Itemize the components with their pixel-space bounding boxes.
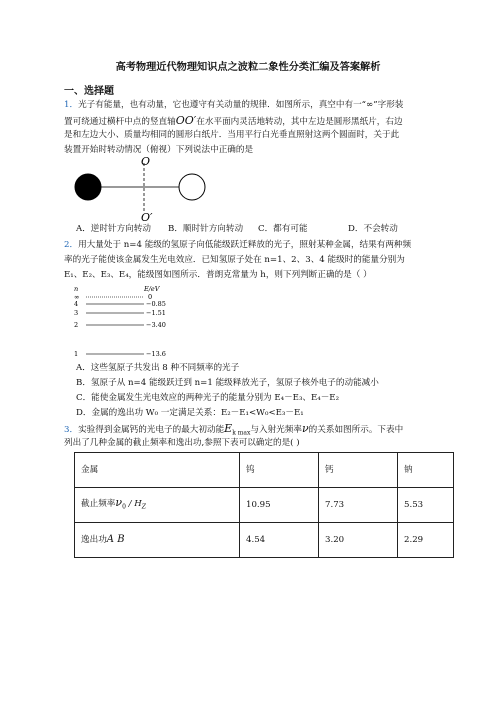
table-row bbox=[75, 453, 454, 488]
level-e-2: −3.40 bbox=[146, 321, 166, 329]
q3-number: 3． bbox=[64, 425, 79, 435]
q1-number: 1． bbox=[64, 100, 79, 110]
q2-option-a[interactable]: A．这些氢原子共发出 8 种不同频率的光子 bbox=[76, 363, 240, 373]
q2-line-1 bbox=[64, 238, 440, 253]
table-header-tungsten: 钨 bbox=[240, 453, 319, 488]
level-n-2: 2 bbox=[74, 321, 79, 329]
q3-text-1b: 与入射光频率 bbox=[250, 425, 302, 435]
cutoff-nu-sub: 0 bbox=[122, 503, 126, 511]
q2-option-c[interactable]: C．能使金属发生光电效应的两种光子的能量分别为 E₄－E₃、E₄－E₂ bbox=[76, 393, 340, 403]
q1-option-d[interactable]: D．不会转动 bbox=[348, 224, 398, 234]
metal-table bbox=[74, 452, 454, 558]
q3-text-1c: 的关系如图所示。下表中 bbox=[308, 425, 404, 435]
level-n-3: 3 bbox=[74, 309, 79, 317]
level-e-inf: 0 bbox=[148, 293, 153, 301]
level-e-3: −1.51 bbox=[146, 309, 166, 317]
work-function-label bbox=[75, 523, 240, 558]
table-header-metal: 金属 bbox=[75, 453, 240, 488]
q1-line-1 bbox=[64, 98, 440, 113]
q3-ek-sub: k max bbox=[232, 429, 251, 437]
level-e-1: −13.6 bbox=[146, 350, 166, 358]
q1-line-3: 是和左边大小、质量均相同的圆形白纸片．当用平行白光垂直照射这两个圆面时，关于此 bbox=[64, 130, 400, 140]
cutoff-frequency-label bbox=[75, 488, 240, 523]
q2-line-2: 率的光子能使该金属发生光电效应．已知氢原子处在 n=1、2、3、4 能级时的能量分别为 bbox=[64, 255, 405, 265]
axis-bottom-label: O′ bbox=[141, 211, 153, 223]
cutoff-label-text: 截止频率 bbox=[81, 499, 116, 510]
q2-option-b[interactable]: B．氢原子从 n=4 能级跃迁到 n=1 能级释放光子，氢原子核外电子的动能减小 bbox=[76, 378, 379, 388]
level-n-inf: ∞ bbox=[74, 293, 80, 301]
table-row bbox=[75, 523, 454, 558]
q1-axis-label: OO′ bbox=[175, 114, 197, 127]
table-header-sodium: 钠 bbox=[398, 453, 454, 488]
q1-option-c[interactable]: C．都有可能 bbox=[258, 224, 308, 234]
cutoff-calcium: 7.73 bbox=[319, 488, 398, 523]
level-n-4: 4 bbox=[74, 300, 79, 308]
energy-level-diagram bbox=[70, 282, 200, 360]
q2-number: 2． bbox=[64, 240, 79, 250]
table-header-calcium: 钙 bbox=[319, 453, 398, 488]
table-row bbox=[75, 488, 454, 523]
work-function-tungsten: 4.54 bbox=[240, 523, 319, 558]
q3-line-2: 列出了几种金属的截止频率和逸出功,参照下表可以确定的是( ) bbox=[64, 438, 300, 448]
work-function-text: 逸出功 bbox=[81, 535, 107, 545]
axis-top-label: O bbox=[141, 155, 151, 168]
work-function-sodium: 2.29 bbox=[398, 523, 454, 558]
document-title: 高考物理近代物理知识点之波粒二象性分类汇编及答案解析 bbox=[115, 61, 381, 73]
q1-line-4: 装置开始时转动情况（俯视）下列说法中正确的是 bbox=[64, 145, 254, 155]
q2-text-1: 用大量处于 n=4 能级的氢原子向低能级跃迁释放的光子，照射某种金属，结果有两种频 bbox=[78, 240, 412, 250]
q3-nu-label: ν bbox=[301, 422, 309, 435]
q1-options bbox=[76, 222, 446, 237]
cutoff-unit-sub: Z bbox=[141, 503, 146, 511]
q2-line-3: E₁、E₂、E₃、E₄，能级图如图所示．普朗克常量为 h，则下列判断正确的是（ ） bbox=[64, 270, 372, 280]
cutoff-unit: / H bbox=[125, 499, 142, 510]
q1-option-a[interactable]: A．逆时针方向转动 bbox=[76, 224, 151, 234]
level-n-1: 1 bbox=[74, 350, 79, 358]
q2-option-d[interactable]: D．金属的逸出功 W₀ 一定满足关系：E₂－E₁<W₀<E₃－E₁ bbox=[76, 408, 304, 418]
work-function-calcium: 3.20 bbox=[319, 523, 398, 558]
q1-option-b[interactable]: B．顺时针方向转动 bbox=[168, 224, 244, 234]
q1-text-2a: 置可绕通过横杆中点的竖直轴 bbox=[64, 117, 176, 127]
white-disc bbox=[179, 174, 205, 200]
q1-text-1: 光子有能量，也有动量，它也遵守有关动量的规律．如图所示，真空中有一“∞”字形装 bbox=[78, 100, 404, 110]
e-header: E/eV bbox=[144, 285, 160, 293]
work-function-unit: A B bbox=[106, 534, 125, 545]
cutoff-sodium: 5.53 bbox=[398, 488, 454, 523]
q1-text-2b: 在水平面内灵活地转动，其中左边是圆形黑纸片，右边 bbox=[196, 117, 403, 127]
n-header: n bbox=[74, 285, 79, 293]
q3-ek-label: E bbox=[224, 422, 233, 435]
cutoff-nu: ν bbox=[115, 496, 123, 510]
cutoff-tungsten: 10.95 bbox=[240, 488, 319, 523]
section-heading: 一、选择题 bbox=[64, 86, 114, 97]
q1-figure bbox=[60, 155, 220, 223]
q3-text-1a: 实验得到金属钙的光电子的最大初动能 bbox=[78, 425, 225, 435]
black-disc bbox=[75, 174, 101, 200]
level-e-4: −0.85 bbox=[146, 300, 166, 308]
